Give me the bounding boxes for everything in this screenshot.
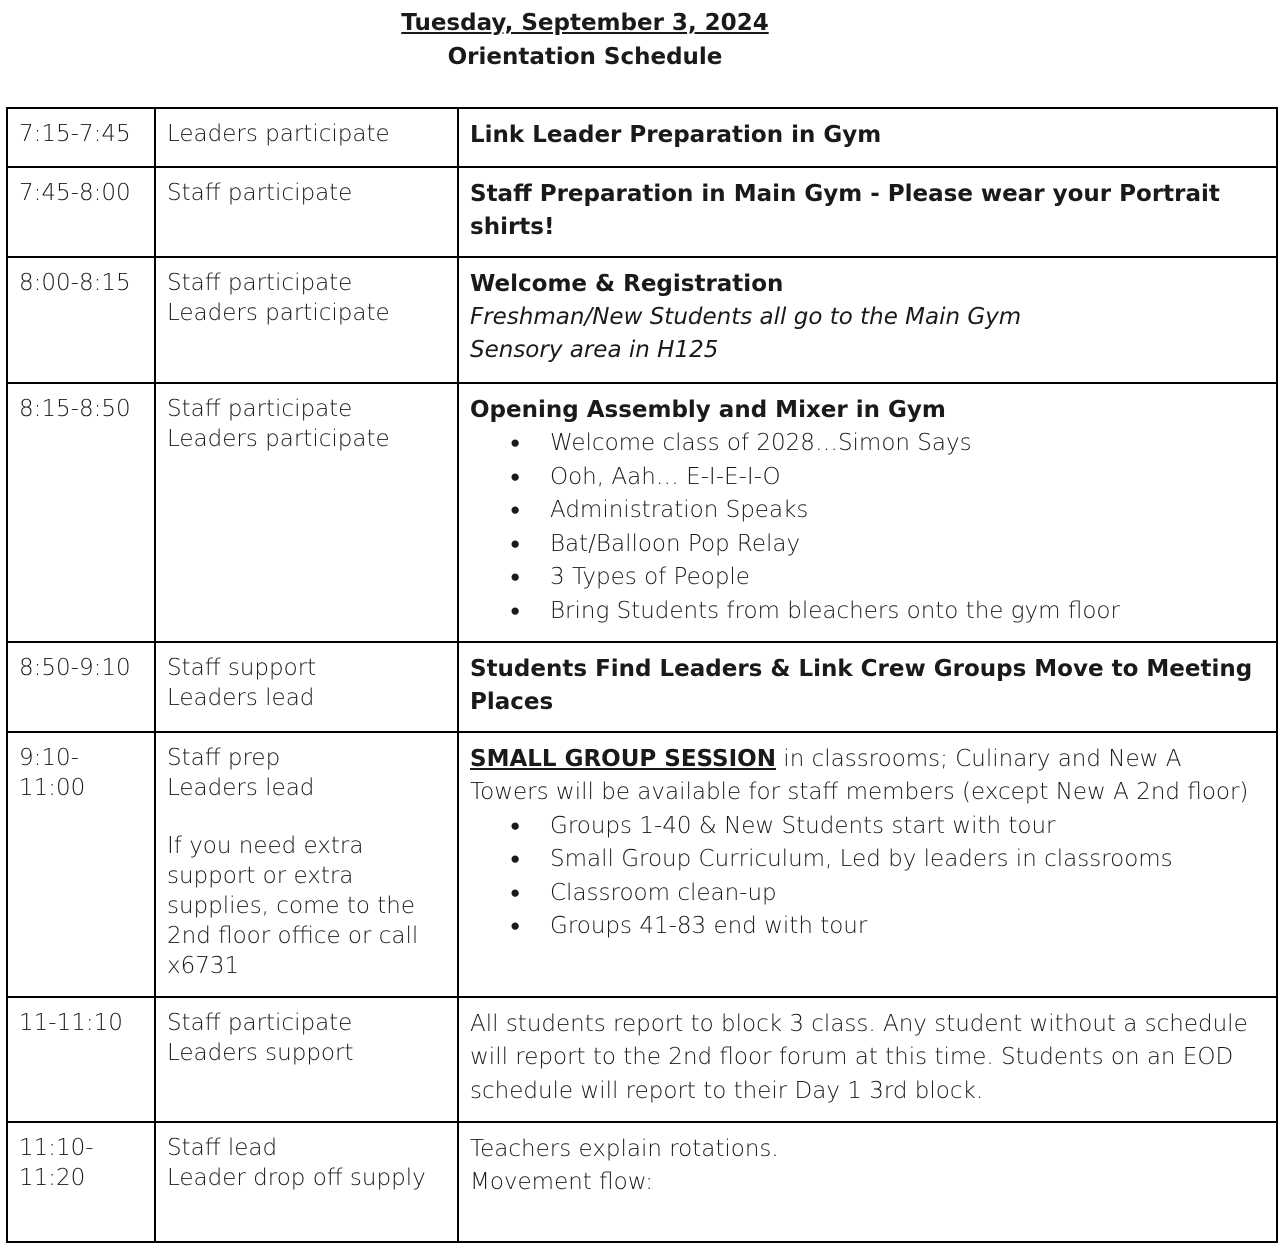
role-line: Leaders support — [167, 1039, 354, 1066]
activity-text: All students report to block 3 class. Any student without a schedule will report to the 2nd floor forum at this time. Students on an EOD schedule will report to their Day 1 3rd block. — [470, 1010, 1248, 1104]
activity-description — [470, 743, 1266, 810]
activity-note: Freshman/New Students all go to the Main Gym — [470, 304, 1022, 330]
table-row — [7, 167, 1277, 257]
role-line: Staff support — [167, 654, 317, 681]
role-line: Leaders participate — [167, 300, 390, 326]
role-line: Leader drop off supply — [167, 1164, 426, 1191]
role-line: Staff participate — [167, 180, 353, 206]
role-cell — [155, 167, 458, 257]
document-header — [0, 6, 1170, 74]
table-row — [7, 642, 1277, 732]
table-row — [7, 383, 1277, 642]
activity-title: Staff Preparation in Main Gym - Please wear your Portrait shirts! — [470, 181, 1220, 240]
activity-bullet-list — [470, 810, 1266, 944]
role-line: Staff participate — [167, 270, 353, 296]
list-item: ● Small Group Curriculum, Led by leaders in classrooms — [550, 843, 1266, 877]
role-line: Leaders lead — [167, 684, 315, 711]
role-cell — [155, 732, 458, 997]
list-item: ● Bat/Balloon Pop Relay — [550, 528, 1266, 562]
time-cell: 11-11:10 — [7, 997, 155, 1122]
list-item: ● Bring Students from bleachers onto the gym floor — [550, 595, 1266, 629]
spacer — [167, 803, 447, 831]
activity-cell — [458, 732, 1277, 997]
time-cell: 7:15-7:45 — [7, 108, 155, 167]
activity-title: SMALL GROUP SESSION — [470, 745, 776, 772]
activity-text: in classrooms; Culinary and New A Towers will be available for staff members (except New A 2nd floor) — [470, 745, 1249, 806]
role-line: Staff participate — [167, 1009, 353, 1036]
role-line: Leaders participate — [167, 121, 390, 147]
activity-note: Sensory area in H125 — [470, 337, 719, 363]
schedule-table — [6, 107, 1278, 1243]
schedule-date: Tuesday, September 3, 2024 — [401, 10, 769, 36]
activity-cell — [458, 1122, 1277, 1242]
table-row — [7, 1122, 1277, 1242]
time-cell: 9:10-11:00 — [7, 732, 155, 997]
list-item: ● Welcome class of 2028…Simon Says — [550, 427, 1266, 461]
activity-title: Opening Assembly and Mixer in Gym — [470, 397, 946, 423]
list-item: ● 3 Types of People — [550, 561, 1266, 595]
role-cell — [155, 257, 458, 383]
activity-cell — [458, 108, 1277, 167]
activity-cell — [458, 257, 1277, 383]
activity-title: Students Find Leaders & Link Crew Groups Move to Meeting Places — [470, 655, 1253, 715]
activity-cell — [458, 383, 1277, 642]
activity-title: Link Leader Preparation in Gym — [470, 122, 882, 148]
role-line: Staff prep — [167, 744, 281, 771]
role-note: If you need extra support or extra supplies, come to the 2nd floor office or call x6731 — [167, 832, 419, 979]
time-cell: 8:50-9:10 — [7, 642, 155, 732]
table-row — [7, 732, 1277, 997]
list-item: ● Groups 41-83 end with tour — [550, 910, 1266, 944]
activity-cell — [458, 642, 1277, 732]
activity-cell — [458, 997, 1277, 1122]
role-cell — [155, 997, 458, 1122]
role-line: Leaders participate — [167, 426, 390, 452]
role-cell — [155, 108, 458, 167]
schedule-title: Orientation Schedule — [447, 44, 723, 70]
list-item: ● Groups 1-40 & New Students start with tour — [550, 810, 1266, 844]
time-cell: 8:00-8:15 — [7, 257, 155, 383]
time-cell: 11:10-11:20 — [7, 1122, 155, 1242]
activity-text: Teachers explain rotations. — [470, 1135, 779, 1162]
table-row — [7, 257, 1277, 383]
time-cell: 7:45-8:00 — [7, 167, 155, 257]
activity-title: Welcome & Registration — [470, 271, 784, 297]
activity-bullet-list — [470, 427, 1266, 629]
role-cell — [155, 383, 458, 642]
time-cell: 8:15-8:50 — [7, 383, 155, 642]
table-row — [7, 108, 1277, 167]
role-line: Staff participate — [167, 396, 353, 422]
role-cell — [155, 642, 458, 732]
role-line: Leaders lead — [167, 774, 315, 801]
list-item: ● Ooh, Aah… E-I-E-I-O — [550, 461, 1266, 495]
list-item: ● Classroom clean-up — [550, 877, 1266, 911]
table-row — [7, 997, 1277, 1122]
activity-cell — [458, 167, 1277, 257]
role-cell — [155, 1122, 458, 1242]
list-item: ● Administration Speaks — [550, 494, 1266, 528]
activity-text: Movement flow: — [470, 1169, 654, 1196]
role-line: Staff lead — [167, 1134, 278, 1161]
